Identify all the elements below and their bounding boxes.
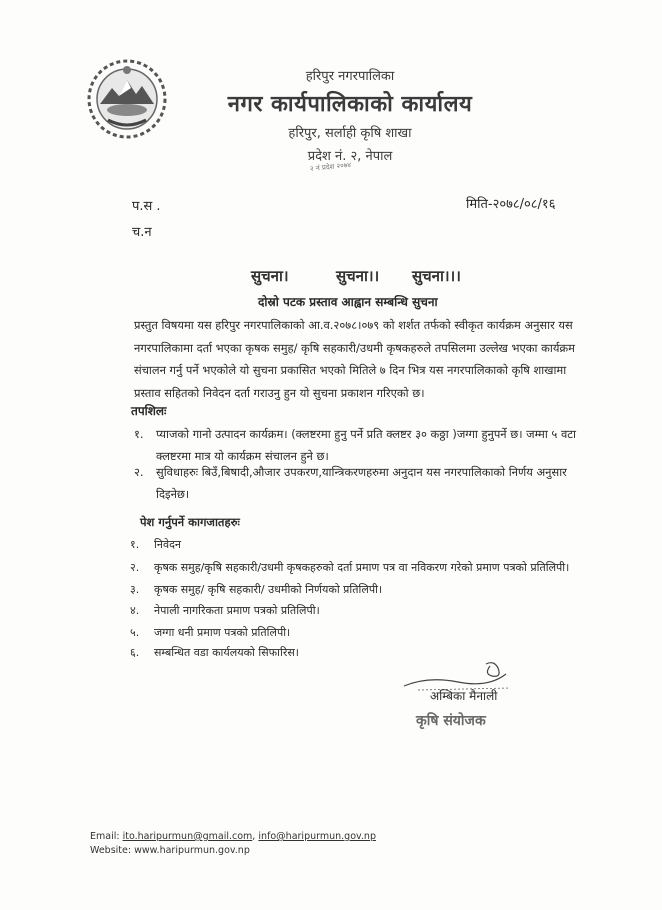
website-label: Website: <box>90 845 132 856</box>
document-text: नेपाली नागरिकता प्रमाण पत्रको प्रतिलिपी। <box>154 604 320 617</box>
email-label: Email: <box>90 831 120 842</box>
footer-website <box>90 845 250 856</box>
notice-heading-2: सुचना।। <box>336 267 380 285</box>
document-number: ५. <box>130 626 140 639</box>
item-number: २. <box>134 465 144 479</box>
document-text: जग्गा धनी प्रमाण पत्रको प्रतिलिपी। <box>154 626 291 639</box>
document-number: ६. <box>130 646 140 659</box>
documents-heading: पेश गर्नुपर्ने कागजातहरुः <box>140 515 240 529</box>
document-text: कृषक समुह/कृषि सहकारी/उधमी कृषकहरुको दर्ता प्रमाण पत्र वा नविकरण गरेको प्रमाण पत्रको प्रतिलिपी। <box>154 561 570 574</box>
document-number: १. <box>130 538 140 551</box>
nepal-emblem-icon <box>86 58 168 140</box>
item-number: १. <box>134 427 144 441</box>
item-text <box>156 461 596 505</box>
item-line: दिइनेछ। <box>156 487 190 501</box>
notice-heading-3: सुचना।।। <box>412 267 461 285</box>
branch-name: हरिपुर, सर्लाही कृषि शाखा <box>288 126 412 141</box>
dispatch-number: च.न <box>132 225 152 240</box>
item-line: प्याजको गानो उत्पादन कार्यक्रम। (क्लष्टरमा हुनु पर्ने प्रति क्लष्टर ३० कठ्ठा )जग्गा हुनुपर्ने छ। जम्मा ५ वटा <box>156 427 576 441</box>
body-line: नगरपालिकामा दर्ता भएका कृषक समुह/ कृषि सहकारी/उधमी कृषकहरुले तपसिलमा उल्लेख भएका कार्यक्रम <box>134 340 575 355</box>
notice-heading-1: सुचना। <box>251 267 289 285</box>
body-line: प्रस्ताव सहितको निवेदन दर्ता गराउनु हुन यो सुचना प्रकाशन गरिएको छ। <box>134 385 425 400</box>
municipality-name: हरिपुर नगरपालिका <box>305 69 395 84</box>
faint-stamp: २ नं प्रदेश २०७४ <box>309 160 352 174</box>
signatory-title: कृषि संयोजक <box>416 713 486 729</box>
reference-number: प.स . <box>132 199 161 214</box>
notice-subject: दोस्रो पटक प्रस्ताव आह्वान सम्बन्धि सुचना <box>258 295 438 309</box>
separator: , <box>252 831 256 842</box>
item-line: सुविधाहरुः बिउँ,बिषादी,औजार उपकरण,यान्त्रिकरणहरुमा अनुदान यस नगरपालिकाको निर्णय अनुसार <box>156 465 567 479</box>
signatory-name: अम्बिका मैनाली <box>430 689 498 703</box>
document-text: कृषक समुह/ कृषि सहकारी/ उधमीको निर्णयको प्रतिलिपी। <box>154 583 383 596</box>
email-link-1[interactable]: ito.haripurmun@gmail.com <box>122 831 253 842</box>
website-link[interactable]: www.haripurmun.gov.np <box>134 845 250 856</box>
details-heading: तपशिलः <box>131 404 167 418</box>
document-text: सम्बन्धित वडा कार्यलयको सिफारिस। <box>154 646 299 659</box>
email-link-2[interactable]: info@haripurmun.gov.np <box>258 831 376 842</box>
document-text: निवेदन <box>154 538 182 551</box>
details-item <box>134 461 604 505</box>
item-line: क्लष्टरमा मात्र यो कार्यक्रम संचालन हुने छ। <box>156 449 329 463</box>
document-number: ३. <box>130 583 140 596</box>
body-line: संचालन गर्नु पर्ने भएकोले यो सुचना प्रकासित भएको मितिले ७ दिन भित्र यस नगरपालिकाको कृषि शाखामा <box>134 363 567 377</box>
document-number: ४. <box>130 604 140 617</box>
footer-email <box>90 831 376 842</box>
document-number: २. <box>130 561 140 574</box>
notice-body <box>134 314 594 404</box>
office-title: नगर कार्यपालिकाको कार्यालय <box>227 92 473 117</box>
province-line: प्रदेश नं. २, नेपाल <box>307 149 393 164</box>
body-line: प्रस्तुत विषयमा यस हरिपुर नगरपालिकाको आ.व.२०७८।०७९ को शर्शत तर्फको स्वीकृत कार्यक्रम अनुसार यस <box>134 318 573 332</box>
document-date: मिति-२०७८/०८/१६ <box>466 197 556 212</box>
